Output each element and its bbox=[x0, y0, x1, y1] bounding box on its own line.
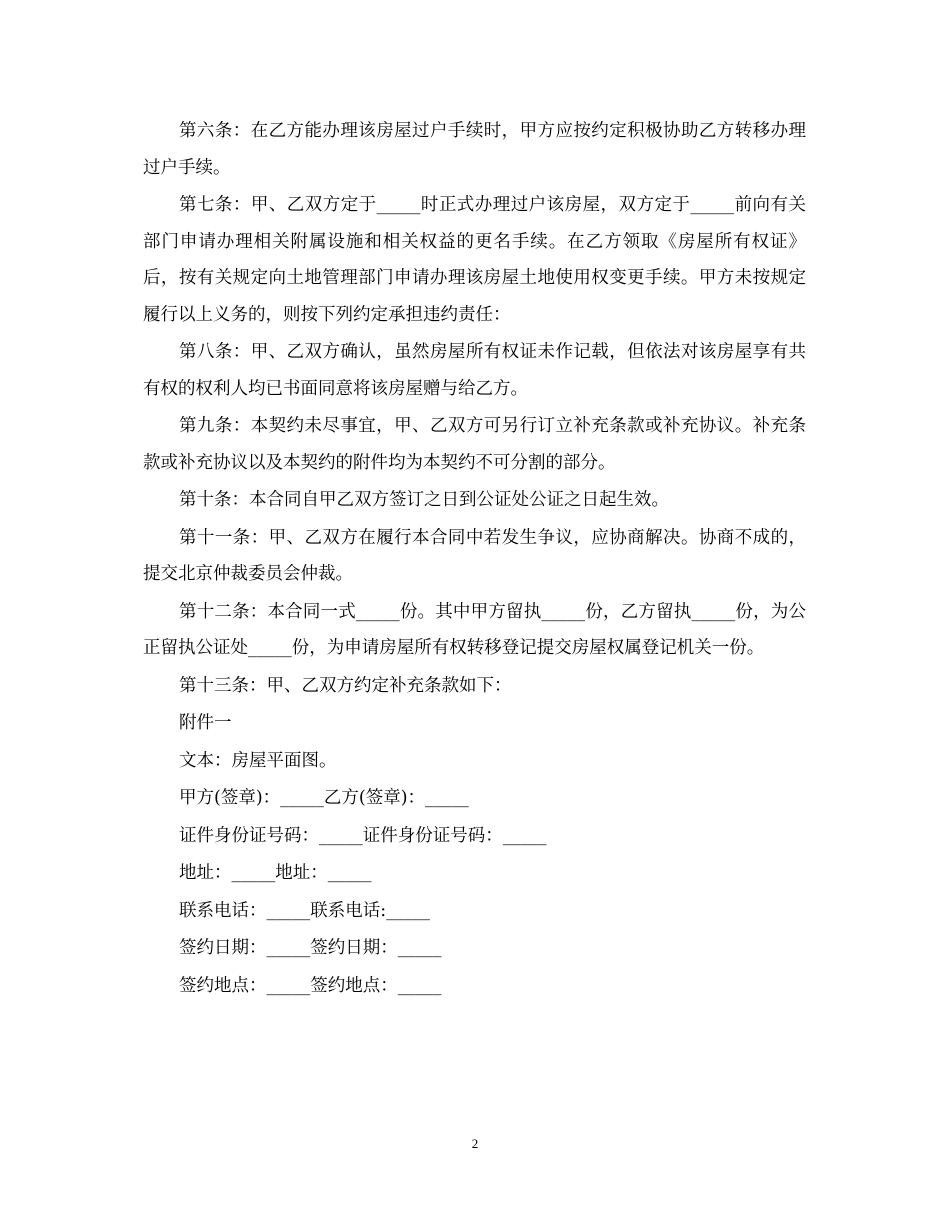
address-line: 地址：_____地址：_____ bbox=[179, 863, 372, 883]
article-8-paragraph: 第八条：甲、乙双方确认，虽然房屋所有权证未作记载，但依法对该房屋享有共有权的权利人均已书面同意将该房屋赠与给乙方。 bbox=[143, 342, 806, 399]
article-6-paragraph: 第六条：在乙方能办理该房屋过户手续时，甲方应按约定积极协助乙方转移办理过户手续。 bbox=[143, 121, 806, 178]
article-12-paragraph: 第十二条：本合同一式_____份。其中甲方留执_____份，乙方留执_____份，为公正留执公证处_____份，为申请房屋所有权转移登记提交房屋权属登记机关一份。 bbox=[143, 601, 806, 658]
article-10-paragraph: 第十条：本合同自甲乙双方签订之日到公证处公证之日起生效。 bbox=[179, 490, 669, 510]
article-9-paragraph: 第九条：本契约未尽事宜，甲、乙双方可另行订立补充条款或补充协议。补充条款或补充协议以及本契约的附件均为本契约不可分割的部分。 bbox=[143, 416, 806, 473]
attachment-heading: 附件一 bbox=[179, 713, 232, 733]
article-7-paragraph: 第七条：甲、乙双方定于_____时正式办理过户该房屋，双方定于_____前向有关部门申请办理相关附属设施和相关权益的更名手续。在乙方领取《房屋所有权证》后，按有关规定向土地管理部门申请办理该房屋土地使用权变更手续。甲方未按规定履行以上义务的，则按下列约定承担违约责任： bbox=[143, 195, 806, 325]
document-body bbox=[143, 113, 806, 1005]
signature-line: 甲方(签章)：_____乙方(签章)：_____ bbox=[179, 788, 469, 808]
phone-line: 联系电话：_____联系电话:_____ bbox=[179, 900, 430, 921]
article-11-paragraph: 第十一条：甲、乙双方在履行本合同中若发生争议，应协商解决。协商不成的，提交北京仲裁委员会仲裁。 bbox=[143, 527, 806, 584]
page-number: 2 bbox=[471, 1136, 479, 1151]
signing-place-line: 签约地点：_____签约地点：_____ bbox=[179, 975, 442, 996]
signing-date-line: 签约日期：_____签约日期：_____ bbox=[179, 938, 442, 958]
attachment-text-line: 文本：房屋平面图。 bbox=[179, 750, 337, 771]
article-13-paragraph: 第十三条：甲、乙双方约定补充条款如下： bbox=[179, 675, 512, 696]
id-number-line: 证件身份证号码：_____证件身份证号码：_____ bbox=[179, 825, 547, 846]
